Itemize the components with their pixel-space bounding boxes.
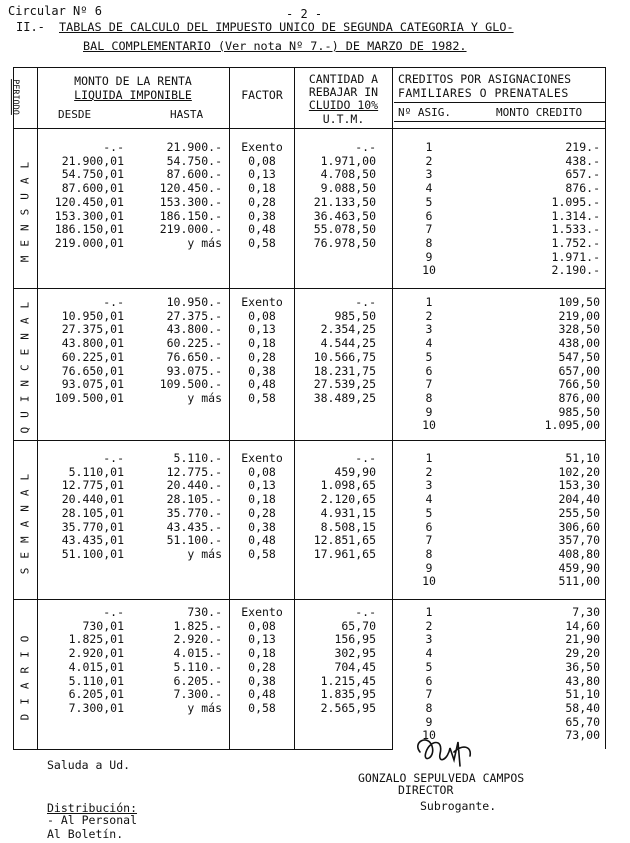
credito-cell: 408,80 <box>558 546 600 561</box>
factor-cell: 0,08 <box>248 464 276 479</box>
hasta-cell: 21.900.- <box>166 140 222 154</box>
factor-col-border <box>229 67 230 749</box>
credito-cell: 58,40 <box>565 700 600 715</box>
factor-cell: 0,58 <box>248 700 276 715</box>
factor-cell: 0,48 <box>248 687 276 702</box>
desde-cell: 153.300,01 <box>54 208 124 223</box>
asig-cell: 2 <box>425 308 433 323</box>
factor-cell: 0,13 <box>248 322 276 337</box>
asig-cell: 4 <box>425 646 433 661</box>
desde-cell: 12.775,01 <box>61 478 124 493</box>
asig-cell: 10 <box>422 574 436 589</box>
factor-cell: 0,48 <box>248 377 276 392</box>
factor-cell: Exento <box>241 140 283 154</box>
credito-cell: 219.- <box>565 140 600 154</box>
asig-cell: 3 <box>425 478 433 493</box>
asig-cell: 6 <box>425 363 433 378</box>
asig-cell: 7 <box>425 533 433 548</box>
creditos-header-divider <box>394 102 605 103</box>
credito-cell: 36,50 <box>565 659 600 674</box>
desde-cell: -.- <box>103 295 124 309</box>
hasta-cell: 10.950.- <box>166 295 222 309</box>
hasta-cell: 43.435.- <box>166 519 222 534</box>
desde-cell: 5.110,01 <box>68 464 124 479</box>
credito-cell: 204,40 <box>558 492 600 507</box>
desde-cell: 54.750,01 <box>61 167 124 182</box>
rebajar-cell: 156,95 <box>334 632 376 647</box>
credito-cell: 547,50 <box>558 349 600 364</box>
table-top-border <box>13 67 605 68</box>
asig-cell: 9 <box>425 249 433 264</box>
asig-cell: 3 <box>425 632 433 647</box>
factor-cell: 0,18 <box>248 181 276 196</box>
credito-cell: 7,30 <box>572 605 600 619</box>
hasta-cell: y más <box>187 390 222 405</box>
desde-header: DESDE <box>58 108 92 121</box>
factor-cell: 0,13 <box>248 632 276 647</box>
period-header: PERIODO <box>9 79 20 115</box>
desde-cell: -.- <box>103 605 124 619</box>
header-bottom-border <box>13 128 605 129</box>
factor-cell: 0,28 <box>248 505 276 520</box>
factor-cell: 0,08 <box>248 308 276 323</box>
factor-cell: 0,58 <box>248 546 276 561</box>
asig-header: Nº ASIG. <box>398 106 451 119</box>
asig-cell: 10 <box>422 263 436 278</box>
rebajar-cell: 1.971,00 <box>320 153 376 168</box>
factor-cell: 0,13 <box>248 478 276 493</box>
factor-cell: 0,38 <box>248 519 276 534</box>
desde-cell: -.- <box>103 140 124 154</box>
credito-cell: 102,20 <box>558 464 600 479</box>
factor-cell: 0,08 <box>248 153 276 168</box>
hasta-cell: 4.015.- <box>173 646 222 661</box>
desde-cell: 43.435,01 <box>61 533 124 548</box>
period-header-cell <box>9 70 35 125</box>
hasta-cell: y más <box>187 235 222 250</box>
asig-cell: 2 <box>425 618 433 633</box>
title-line-2: BAL COMPLEMENTARIO (Ver nota Nº 7.-) DE MARZO DE 1982. <box>83 39 467 53</box>
closing-greeting: Saluda a Ud. <box>47 758 131 772</box>
asig-cell: 7 <box>425 377 433 392</box>
asig-cell: 7 <box>425 687 433 702</box>
hasta-cell: 43.800.- <box>166 322 222 337</box>
hasta-cell: 20.440.- <box>166 478 222 493</box>
section-number: II.- <box>16 20 45 34</box>
asig-cell: 6 <box>425 208 433 223</box>
rebajar-cell: 4.708,50 <box>320 167 376 182</box>
rebajar-cell: 9.088,50 <box>320 181 376 196</box>
factor-cell: 0,48 <box>248 533 276 548</box>
signer-role: Subrogante. <box>420 799 497 813</box>
credito-cell: 153,30 <box>558 478 600 493</box>
cantidad-header-1: CANTIDAD A <box>308 72 379 86</box>
period-label: DIARIO <box>18 626 32 721</box>
monto-credito-header: MONTO CREDITO <box>496 106 583 119</box>
hasta-cell: 51.100.- <box>166 533 222 548</box>
desde-cell: 186.150,01 <box>54 222 124 237</box>
credito-cell: 21,90 <box>565 632 600 647</box>
asig-cell: 6 <box>425 673 433 688</box>
credito-cell: 438,00 <box>558 336 600 351</box>
rebajar-cell: 36.463,50 <box>313 208 376 223</box>
distribution-item-boletin: Al Boletín. <box>47 827 124 841</box>
credito-cell: 985,50 <box>558 404 600 419</box>
credito-cell: 328,50 <box>558 322 600 337</box>
rebajar-cell: 1.835,95 <box>320 687 376 702</box>
asig-cell: 1 <box>425 605 433 619</box>
rebajar-cell: 2.565,95 <box>320 700 376 715</box>
asig-cell: 4 <box>425 492 433 507</box>
table-bottom-border <box>13 749 393 750</box>
rebajar-cell: 10.566,75 <box>313 349 376 364</box>
hasta-cell: 186.150.- <box>159 208 222 223</box>
desde-cell: 93.075,01 <box>61 377 124 392</box>
factor-header: FACTOR <box>241 88 283 102</box>
rebajar-cell: 2.354,25 <box>320 322 376 337</box>
signature-mark <box>410 730 480 776</box>
hasta-cell: 219.000.- <box>159 222 222 237</box>
hasta-cell: 120.450.- <box>159 181 222 196</box>
desde-cell: 35.770,01 <box>61 519 124 534</box>
circular-number: Circular Nº 6 <box>8 4 102 18</box>
asig-cell: 8 <box>425 390 433 405</box>
hasta-cell: 27.375.- <box>166 308 222 323</box>
asig-cell: 9 <box>425 714 433 729</box>
creditos-header-2: FAMILIARES O PRENATALES <box>398 86 569 100</box>
credito-cell: 306,60 <box>558 519 600 534</box>
cantidad-header-4: U.T.M. <box>322 112 365 126</box>
factor-cell: 0,28 <box>248 349 276 364</box>
credito-cell: 2.190.- <box>551 263 600 278</box>
credito-cell: 29,20 <box>565 646 600 661</box>
rebajar-cell: 38.489,25 <box>313 390 376 405</box>
rebajar-cell: 459,90 <box>334 464 376 479</box>
desde-cell: 43.800,01 <box>61 336 124 351</box>
credito-cell: 1.095.- <box>551 194 600 209</box>
title-line-1: TABLAS DE CALCULO DEL IMPUESTO UNICO DE SEGUNDA CATEGORIA Y GLO- <box>59 20 514 34</box>
section-divider-3 <box>13 599 605 600</box>
hasta-cell: 35.770.- <box>166 505 222 520</box>
asig-cell: 10 <box>422 418 436 433</box>
rebajar-cell: 1.098,65 <box>320 478 376 493</box>
desde-cell: 1.825,01 <box>68 632 124 647</box>
credito-cell: 1.533.- <box>551 222 600 237</box>
credito-cell: 657,00 <box>558 363 600 378</box>
factor-cell: 0,48 <box>248 222 276 237</box>
hasta-cell: 60.225.- <box>166 336 222 351</box>
credito-cell: 51,10 <box>565 687 600 702</box>
credito-cell: 511,00 <box>558 574 600 589</box>
factor-cell: 0,38 <box>248 363 276 378</box>
desde-cell: 21.900,01 <box>61 153 124 168</box>
hasta-cell: 730.- <box>187 605 222 619</box>
factor-cell: 0,28 <box>248 659 276 674</box>
hasta-cell: 5.110.- <box>173 451 222 465</box>
asig-cell: 4 <box>425 181 433 196</box>
asig-cell: 9 <box>425 560 433 575</box>
credito-cell: 876.- <box>565 181 600 196</box>
left-border <box>13 67 14 749</box>
factor-cell: 0,18 <box>248 492 276 507</box>
hasta-cell: 7.300.- <box>173 687 222 702</box>
rebajar-cell: 4.544,25 <box>320 336 376 351</box>
desde-cell: 6.205,01 <box>68 687 124 702</box>
asig-cell: 1 <box>425 295 433 309</box>
credito-cell: 73,00 <box>565 728 600 743</box>
credito-cell: 438.- <box>565 153 600 168</box>
hasta-cell: 76.650.- <box>166 349 222 364</box>
rebajar-cell: 65,70 <box>341 618 376 633</box>
desde-cell: -.- <box>103 451 124 465</box>
rebajar-cell: 704,45 <box>334 659 376 674</box>
page-number: - 2 - <box>286 7 323 21</box>
asig-cell: 2 <box>425 153 433 168</box>
factor-cell: 0,38 <box>248 208 276 223</box>
hasta-header: HASTA <box>170 108 204 121</box>
credito-cell: 65,70 <box>565 714 600 729</box>
credito-cell: 255,50 <box>558 505 600 520</box>
hasta-cell: 1.825.- <box>173 618 222 633</box>
factor-cell: 0,08 <box>248 618 276 633</box>
hasta-cell: 54.750.- <box>166 153 222 168</box>
asig-cell: 8 <box>425 546 433 561</box>
factor-cell: Exento <box>241 451 283 465</box>
credito-cell: 1.314.- <box>551 208 600 223</box>
hasta-cell: 93.075.- <box>166 363 222 378</box>
monto-header-2: LIQUIDA IMPONIBLE <box>74 88 192 102</box>
rebajar-cell: 302,95 <box>334 646 376 661</box>
creditos-subheader-divider <box>394 121 605 122</box>
hasta-cell: 87.600.- <box>166 167 222 182</box>
signer-name: GONZALO SEPULVEDA CAMPOS <box>358 771 525 785</box>
asig-cell: 6 <box>425 519 433 534</box>
hasta-cell: 5.110.- <box>173 659 222 674</box>
rebajar-cell: 27.539,25 <box>313 377 376 392</box>
credito-cell: 1.971.- <box>551 249 600 264</box>
factor-cell: 0,38 <box>248 673 276 688</box>
distribution-label: Distribución: <box>47 801 138 815</box>
rebajar-cell: 18.231,75 <box>313 363 376 378</box>
asig-cell: 10 <box>422 728 436 743</box>
section-divider-2 <box>13 440 605 441</box>
asig-cell: 2 <box>425 464 433 479</box>
asig-cell: 9 <box>425 404 433 419</box>
credito-cell: 14,60 <box>565 618 600 633</box>
asig-cell: 5 <box>425 194 433 209</box>
asig-cell: 1 <box>425 140 433 154</box>
period-label: MENSUAL <box>18 152 32 263</box>
asig-cell: 3 <box>425 167 433 182</box>
factor-cell: Exento <box>241 605 283 619</box>
rebajar-cell: -.- <box>355 605 376 619</box>
desde-cell: 219.000,01 <box>54 235 124 250</box>
period-label: SEMANAL <box>18 464 32 574</box>
credito-cell: 219,00 <box>558 308 600 323</box>
desde-cell: 5.110,01 <box>68 673 124 688</box>
factor-cell: 0,13 <box>248 167 276 182</box>
factor-cell: 0,18 <box>248 646 276 661</box>
rebajar-col-border <box>294 67 295 749</box>
asig-cell: 1 <box>425 451 433 465</box>
desde-cell: 730,01 <box>82 618 124 633</box>
factor-cell: 0,58 <box>248 235 276 250</box>
desde-cell: 87.600,01 <box>61 181 124 196</box>
rebajar-cell: 1.215,45 <box>320 673 376 688</box>
rebajar-cell: 12.851,65 <box>313 533 376 548</box>
desde-cell: 28.105,01 <box>61 505 124 520</box>
hasta-cell: y más <box>187 700 222 715</box>
desde-cell: 109.500,01 <box>54 390 124 405</box>
hasta-cell: 28.105.- <box>166 492 222 507</box>
asig-cell: 8 <box>425 235 433 250</box>
hasta-cell: 153.300.- <box>159 194 222 209</box>
desde-cell: 10.950,01 <box>61 308 124 323</box>
asig-cell: 7 <box>425 222 433 237</box>
cantidad-header-3: CLUIDO 10% <box>308 98 379 112</box>
hasta-cell: 109.500.- <box>159 377 222 392</box>
credito-cell: 766,50 <box>558 377 600 392</box>
monto-header-1: MONTO DE LA RENTA <box>74 74 192 88</box>
credito-cell: 357,70 <box>558 533 600 548</box>
hasta-cell: 6.205.- <box>173 673 222 688</box>
desde-cell: 7.300,01 <box>68 700 124 715</box>
period-label: QUINCENAL <box>18 292 32 434</box>
credito-cell: 43,80 <box>565 673 600 688</box>
credito-cell: 1.752.- <box>551 235 600 250</box>
asig-cell: 4 <box>425 336 433 351</box>
credito-cell: 657.- <box>565 167 600 182</box>
credito-cell: 459,90 <box>558 560 600 575</box>
creditos-col-border <box>392 67 393 749</box>
period-col-border <box>37 67 38 749</box>
rebajar-cell: -.- <box>355 140 376 154</box>
distribution-item-personal: - Al Personal <box>47 813 138 827</box>
credito-cell: 51,10 <box>565 451 600 465</box>
hasta-cell: 2.920.- <box>173 632 222 647</box>
asig-cell: 3 <box>425 322 433 337</box>
rebajar-cell: 55.078,50 <box>313 222 376 237</box>
rebajar-cell: 8.508,15 <box>320 519 376 534</box>
desde-cell: 60.225,01 <box>61 349 124 364</box>
asig-cell: 5 <box>425 659 433 674</box>
rebajar-cell: 17.961,65 <box>313 546 376 561</box>
hasta-cell: y más <box>187 546 222 561</box>
desde-cell: 51.100,01 <box>61 546 124 561</box>
asig-cell: 5 <box>425 505 433 520</box>
credito-cell: 876,00 <box>558 390 600 405</box>
right-border <box>605 67 606 749</box>
factor-cell: 0,18 <box>248 336 276 351</box>
asig-cell: 5 <box>425 349 433 364</box>
rebajar-cell: 2.120,65 <box>320 492 376 507</box>
rebajar-cell: -.- <box>355 451 376 465</box>
desde-cell: 4.015,01 <box>68 659 124 674</box>
signer-title: DIRECTOR <box>398 783 454 797</box>
rebajar-cell: 4.931,15 <box>320 505 376 520</box>
hasta-cell: 12.775.- <box>166 464 222 479</box>
desde-cell: 2.920,01 <box>68 646 124 661</box>
factor-cell: 0,28 <box>248 194 276 209</box>
factor-cell: 0,58 <box>248 390 276 405</box>
rebajar-cell: -.- <box>355 295 376 309</box>
desde-cell: 20.440,01 <box>61 492 124 507</box>
desde-cell: 120.450,01 <box>54 194 124 209</box>
desde-cell: 76.650,01 <box>61 363 124 378</box>
asig-cell: 8 <box>425 700 433 715</box>
creditos-header-1: CREDITOS POR ASIGNACIONES <box>398 72 572 86</box>
credito-cell: 109,50 <box>558 295 600 309</box>
rebajar-cell: 985,50 <box>334 308 376 323</box>
desde-cell: 27.375,01 <box>61 322 124 337</box>
section-divider-1 <box>13 288 605 289</box>
factor-cell: Exento <box>241 295 283 309</box>
rebajar-cell: 21.133,50 <box>313 194 376 209</box>
rebajar-cell: 76.978,50 <box>313 235 376 250</box>
credito-cell: 1.095,00 <box>544 418 600 433</box>
cantidad-header-2: REBAJAR IN <box>308 85 379 99</box>
